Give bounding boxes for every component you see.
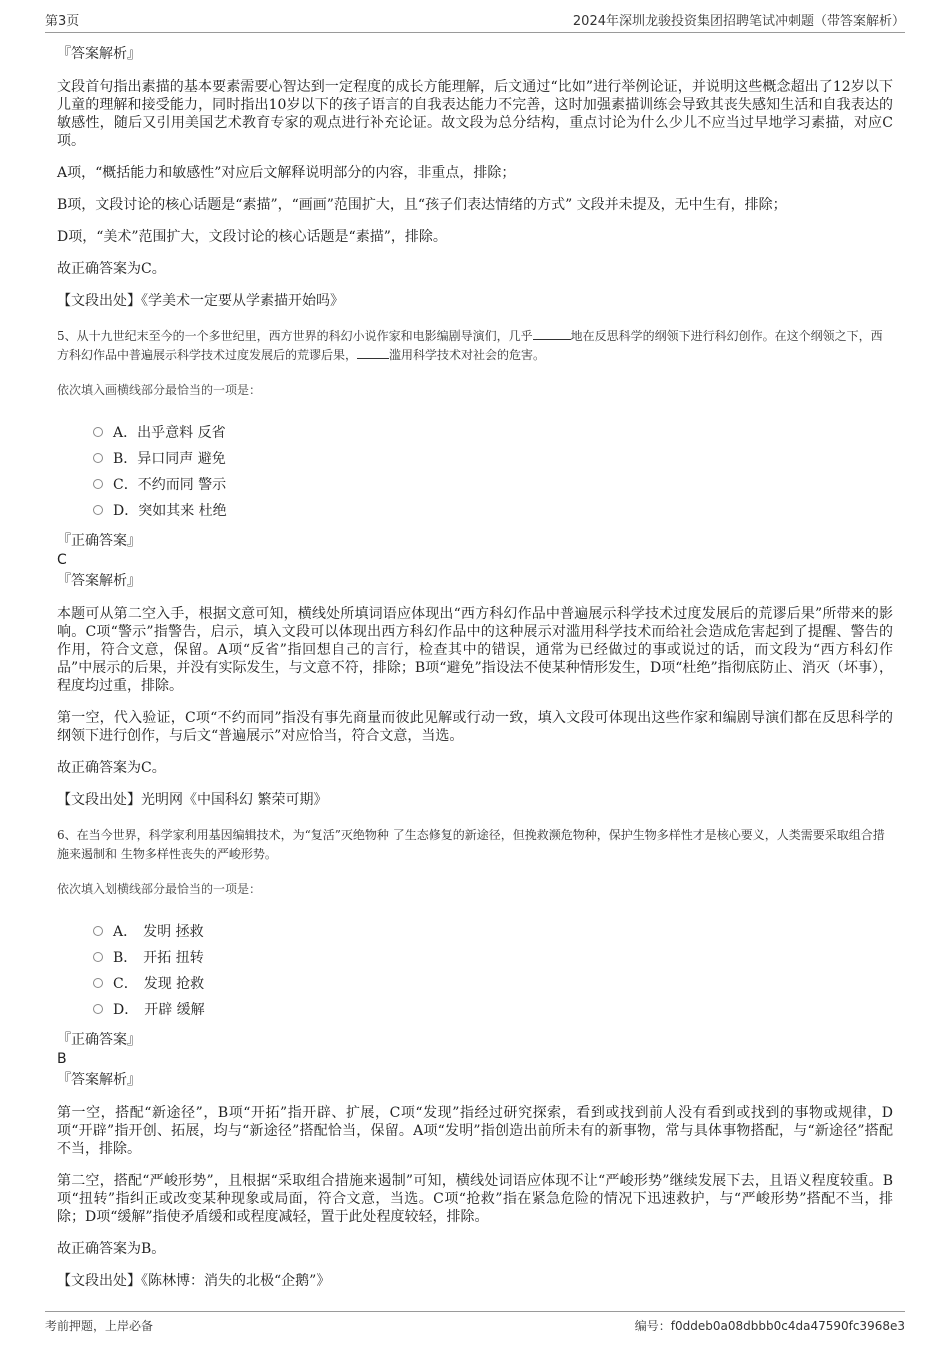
q4-analysis-p4: D项，“美术”范围扩大，文段讨论的核心话题是“素描”，排除。 (57, 229, 447, 245)
q5-conclusion: 故正确答案为C。 (57, 760, 166, 776)
option-letter: A． (113, 924, 138, 940)
option-letter: D． (113, 1002, 139, 1018)
option-letter: D． (113, 503, 139, 519)
page-content (57, 44, 893, 1307)
radio-icon[interactable] (93, 479, 103, 489)
q6-source: 【文段出处】《陈林博：消失的北极“企鹅”》 (57, 1273, 331, 1289)
q4-analysis-label: 『答案解析』 (57, 46, 141, 62)
radio-icon[interactable] (93, 952, 103, 962)
q5-correct-answer: C (57, 552, 67, 568)
q6-stem: 6、在当今世界，科学家利用基因编辑技术，为“复活”灭绝物种 了生态修复的新途径，但挽救濒危物种，保护生物多样性才是核心要义，人类需要采取组合措施来遏制和 生物多样性丧失的严峻形势。 (57, 828, 885, 861)
document-code-label: 编号： (634, 1319, 671, 1333)
radio-icon[interactable] (93, 926, 103, 936)
q6-option-c[interactable] (93, 970, 893, 996)
footer-slogan: 考前押题，上岸必备 (45, 1319, 154, 1333)
q5-option-a[interactable] (93, 419, 893, 445)
page-footer (45, 1311, 905, 1334)
option-text: 异口同声 避免 (137, 451, 226, 467)
option-text: 出乎意料 反省 (137, 425, 226, 441)
q6-analysis-label: 『答案解析』 (57, 1072, 141, 1088)
document-title: 2024年深圳龙骏投资集团招聘笔试冲刺题（带答案解析） (572, 14, 905, 29)
q4-conclusion: 故正确答案为C。 (57, 261, 166, 277)
radio-icon[interactable] (93, 427, 103, 437)
q5-analysis-label: 『答案解析』 (57, 573, 141, 589)
option-letter: B． (113, 950, 138, 966)
radio-icon[interactable] (93, 1004, 103, 1014)
q6-correct-answer: B (57, 1051, 67, 1067)
q5-source: 【文段出处】光明网《中国科幻 繁荣可期》 (57, 792, 328, 808)
radio-icon[interactable] (93, 978, 103, 988)
option-text: 发明 拯救 (143, 924, 204, 940)
q6-options (93, 918, 893, 1022)
option-letter: B． (113, 451, 138, 467)
q5-analysis-p1: 本题可从第二空入手，根据文意可知，横线处所填词语应体现出“西方科幻作品中普遍展示科学技术过度发展后的荒谬后果”所带来的影响。C项“警示”指警告，启示，填入文段可以体现出西方科幻作品中的这种展示对滥用科学技术而给社会造成危害起到了提醒、警告的作用，符合文意，保留。A项“反省”指回想自己的言行，检查其中的错误，通常为已经做过的事或说过的话，而文段为“西方科幻作品”中展示的后果，并没有实际发生，与文意不符，排除；B项“避免”指设法不使某种情形发生，D项“杜绝”指彻底防止、消灭（坏事），程度均过重，排除。 (57, 606, 893, 694)
q6-option-a[interactable] (93, 918, 893, 944)
q5-stem-part2: 地在反思科学的纲领下进行科幻创作。在这个纲领之下，西方科幻作品中普遍展示科学技术过度发展后的荒谬后果， (57, 329, 883, 362)
radio-icon[interactable] (93, 453, 103, 463)
q5-prompt: 依次填入画横线部分最恰当的一项是： (57, 383, 262, 397)
q4-analysis-p2: A项，“概括能力和敏感性”对应后文解释说明部分的内容，非重点，排除； (57, 165, 516, 181)
q6-conclusion: 故正确答案为B。 (57, 1241, 166, 1257)
option-text: 发现 抢救 (143, 976, 205, 992)
q5-option-b[interactable] (93, 445, 893, 471)
q5-stem (57, 327, 893, 365)
q5-stem-part3: 滥用科学技术对社会的危害。 (389, 348, 546, 362)
q5-correct-label: 『正确答案』 (57, 533, 141, 549)
q5-analysis-p2: 第一空，代入验证，C项“不约而同”指没有事先商量而彼此见解或行动一致，填入文段可体现出这些作家和编剧导演们都在反思科学的纲领下进行创作，与后文“普遍展示”对应恰当，符合文意，当选。 (57, 710, 893, 744)
q6-option-d[interactable] (93, 996, 893, 1022)
option-text: 不约而同 警示 (137, 477, 227, 493)
q5-option-d[interactable] (93, 497, 893, 523)
page-header (45, 10, 905, 33)
option-letter: A． (113, 425, 138, 441)
option-letter: C． (113, 976, 138, 992)
page-number: 第3页 (45, 14, 80, 29)
option-text: 开拓 扭转 (143, 950, 204, 966)
option-text: 开辟 缓解 (144, 1002, 205, 1018)
option-letter: C． (113, 477, 138, 493)
q4-source: 【文段出处】《学美术一定要从学素描开始吗》 (57, 293, 344, 309)
q5-options (93, 419, 893, 523)
q4-analysis-p3: B项，文段讨论的核心话题是“素描”，“画画”范围扩大，且“孩子们表达情绪的方式” 文段并未提及，无中生有，排除； (57, 197, 787, 213)
q4-analysis-p1: 文段首句指出素描的基本要素需要心智达到一定程度的成长方能理解，后文通过“比如”进行举例论证，并说明这些概念超出了12岁以下儿童的理解和接受能力，同时指出10岁以下的孩子语言的自我表达能力不完善，这时加强素描训练会导致其丧失感知生活和自我表达的敏感性，随后又引用美国艺术教育专家的观点进行补充论证。故文段为总分结构，重点讨论为什么少儿不应当过早地学习素描，对应C项。 (57, 79, 893, 149)
radio-icon[interactable] (93, 505, 103, 515)
q5-blank-1 (533, 339, 571, 340)
q6-option-b[interactable] (93, 944, 893, 970)
document-code (635, 1317, 905, 1334)
document-code-value: f0ddeb0a08dbbb0c4da47590fc3968e3 (670, 1319, 905, 1333)
q6-prompt: 依次填入划横线部分最恰当的一项是： (57, 882, 262, 896)
q6-analysis-p1: 第一空，搭配“新途径”，B项“开拓”指开辟、扩展，C项“发现”指经过研究探索，看到或找到前人没有看到或找到的事物或规律，D项“开辟”指开创、拓展，均与“新途径”搭配恰当，保留。A项“发明”指创造出前所未有的新事物，常与具体事物搭配，与“新途径”搭配不当，排除。 (57, 1105, 893, 1157)
q5-option-c[interactable] (93, 471, 893, 497)
q5-stem-part1: 5、从十九世纪末至今的一个多世纪里，西方世界的科幻小说作家和电影编剧导演们，几乎 (57, 329, 533, 343)
option-text: 突如其来 杜绝 (138, 503, 227, 519)
q6-correct-label: 『正确答案』 (57, 1032, 141, 1048)
q6-analysis-p2: 第二空，搭配“严峻形势”，且根据“采取组合措施来遏制”可知，横线处词语应体现不让“严峻形势”继续发展下去，且语义程度较重。B项“扭转”指纠正或改变某种现象或局面，符合文意，当选。C项“抢救”指在紧急危险的情况下迅速救护，与“严峻形势”搭配不当，排除；D项“缓解”指使矛盾缓和或程度减轻，置于此处程度较轻，排除。 (57, 1173, 893, 1225)
q5-blank-2 (357, 358, 389, 359)
